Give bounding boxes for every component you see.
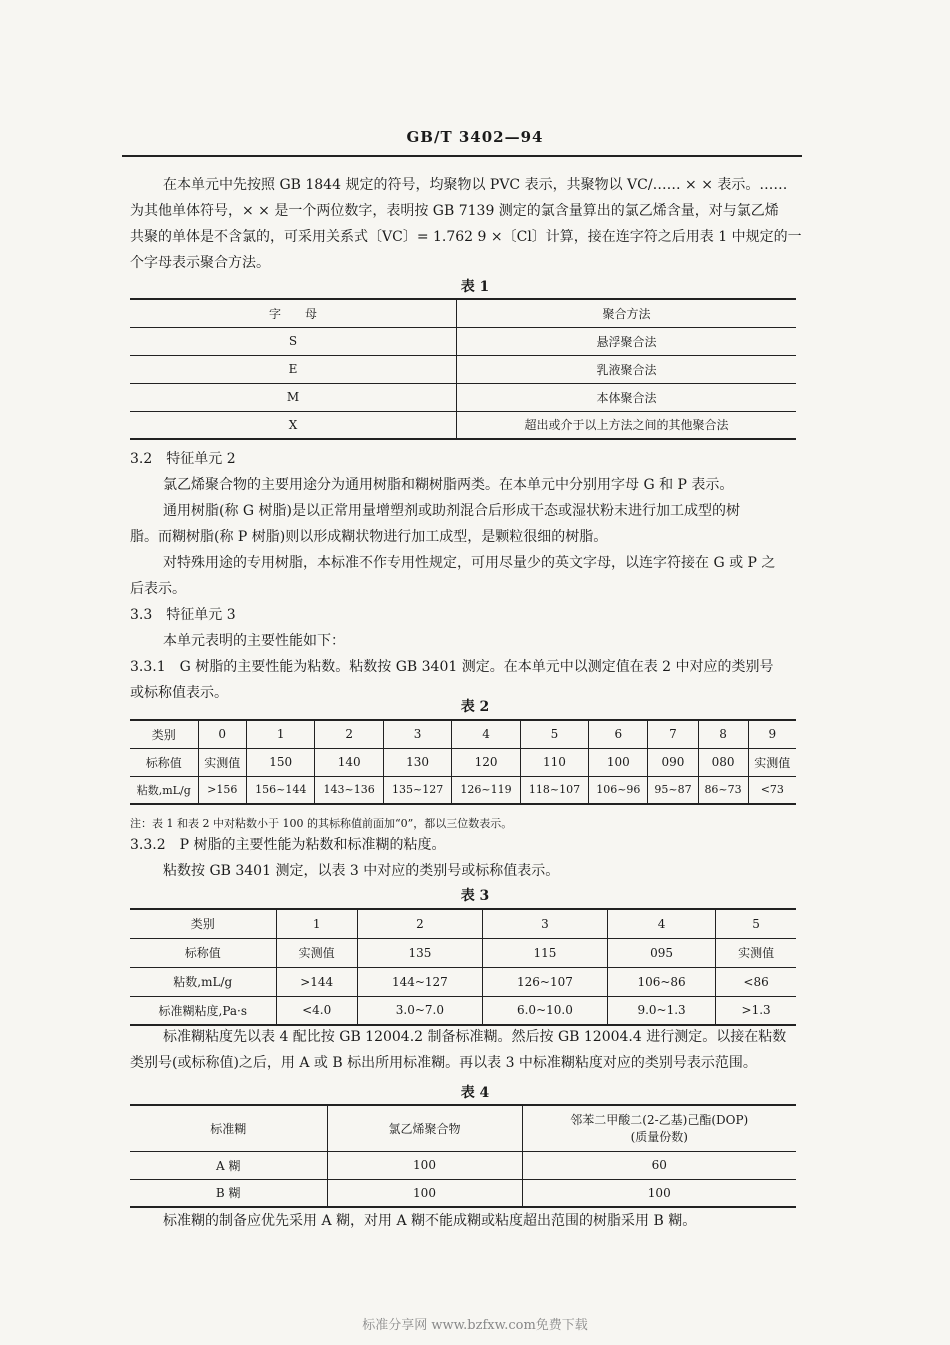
table-cell: 实测值 (748, 748, 796, 776)
paragraph-line: 本单元表明的主要性能如下： (163, 633, 345, 649)
paragraph-line: 或标称值表示。 (130, 685, 228, 701)
intro-paragraph (130, 172, 802, 276)
table-row (130, 720, 796, 748)
table3-explanation (130, 1024, 802, 1076)
table2-caption: 表 2 (460, 699, 490, 715)
table-cell: 5 (716, 909, 796, 938)
table-cell: X (130, 411, 457, 439)
intro-line: 个字母表示聚合方法。 (130, 255, 270, 271)
table-cell: 120 (452, 748, 520, 776)
table1 (130, 298, 796, 440)
table-row (130, 383, 796, 411)
paragraph-line: 后表示。 (130, 581, 186, 597)
table-cell: 100 (589, 748, 648, 776)
table-cell: 0 (198, 720, 247, 748)
table-cell: 100 (327, 1151, 522, 1179)
paragraph-line: 对特殊用途的专用树脂，本标准不作专用性规定，可用尽量少的英文字母，以连字符接在 G 或 P 之 (163, 555, 776, 571)
table-header-cell: 标准糊 (130, 1105, 327, 1151)
section-3-2 (130, 446, 802, 706)
paragraph-line: 标准糊粘度先以表 4 配比按 GB 12004.2 制备标准糊。然后按 GB 12004.4 进行测定。以接在粘数 (163, 1029, 787, 1045)
table-row (130, 299, 796, 327)
table-cell: 100 (522, 1179, 796, 1207)
table-cell: 126~119 (452, 776, 520, 804)
table-cell: 126~107 (482, 967, 607, 996)
table-cell: 4 (607, 909, 715, 938)
table-cell: 标称值 (130, 938, 276, 967)
table-cell: 实测值 (198, 748, 247, 776)
table-row (130, 1179, 796, 1207)
watermark: 标准分享网 www.bzfxw.com免费下载 (362, 1318, 588, 1333)
table-cell: 135~127 (383, 776, 451, 804)
table-cell: 6 (589, 720, 648, 748)
table-cell: >156 (198, 776, 247, 804)
intro-line: 在本单元中先按照 GB 1844 规定的符号，均聚物以 PVC 表示，共聚物以 VC/…… × × 表示。…… (163, 177, 788, 193)
table-row (130, 748, 796, 776)
table-cell: 粘数,mL/g (130, 967, 276, 996)
table-cell: 乳液聚合法 (457, 355, 797, 383)
table-cell: 实测值 (716, 938, 796, 967)
table-cell: 9 (748, 720, 796, 748)
table-cell: 60 (522, 1151, 796, 1179)
table-row (130, 1151, 796, 1179)
table-cell: 3 (383, 720, 451, 748)
table-cell: 106~96 (589, 776, 648, 804)
table-cell: 86~73 (698, 776, 748, 804)
table-row (130, 355, 796, 383)
table-row (130, 996, 796, 1025)
table-cell: 本体聚合法 (457, 383, 797, 411)
table-cell: E (130, 355, 457, 383)
table-cell: 类别 (130, 909, 276, 938)
section-3-3-2 (130, 832, 802, 884)
table-row (130, 411, 796, 439)
paragraph-line: 氯乙烯聚合物的主要用途分为通用树脂和糊树脂两类。在本单元中分别用字母 G 和 P 表示。 (163, 477, 734, 493)
section-title: 3.3.2 P 树脂的主要性能为粘数和标准糊的粘度。 (130, 837, 446, 853)
paragraph-line: 通用树脂(称 G 树脂)是以正常用量增塑剂或助剂混合后形成干态或湿状粉末进行加工成型的树 (163, 503, 741, 519)
table-cell: 118~107 (520, 776, 588, 804)
table-row (130, 967, 796, 996)
table-header-cell: 氯乙烯聚合物 (327, 1105, 522, 1151)
document-header: GB/T 3402—94 (406, 128, 544, 146)
table4-caption: 表 4 (460, 1085, 490, 1101)
table-cell: <86 (716, 967, 796, 996)
table-cell: 100 (327, 1179, 522, 1207)
intro-line: 共聚的单体是不含氯的，可采用关系式〔VC〕= 1.762 9 ×〔Cl〕计算，接在连字符之后用表 1 中规定的一 (130, 229, 802, 245)
table-row (130, 938, 796, 967)
table-header-cell: 聚合方法 (457, 299, 797, 327)
section-title: 3.2 特征单元 2 (130, 451, 236, 467)
table-cell: 6.0~10.0 (482, 996, 607, 1025)
table1-caption: 表 1 (460, 279, 490, 295)
table-cell: 3 (482, 909, 607, 938)
table-cell: 1 (247, 720, 315, 748)
table3-caption: 表 3 (460, 888, 490, 904)
table-cell: 080 (698, 748, 748, 776)
table-cell: 7 (648, 720, 698, 748)
table-cell: M (130, 383, 457, 411)
paragraph-line: 粘数按 GB 3401 测定，以表 3 中对应的类别号或标称值表示。 (163, 863, 560, 879)
table-cell: A 糊 (130, 1151, 327, 1179)
paragraph-line: 类别号(或标称值)之后，用 A 或 B 标出所用标准糊。再以表 3 中标准糊粘度对应的类别号表示范围。 (130, 1055, 757, 1071)
table2 (130, 719, 796, 805)
table-header-cell (522, 1105, 796, 1151)
table-cell: 095 (607, 938, 715, 967)
table-row (130, 1105, 796, 1151)
header-line: 邻苯二甲酸二(2-乙基)己酯(DOP) (570, 1113, 749, 1128)
table-cell: B 糊 (130, 1179, 327, 1207)
final-paragraph (130, 1208, 802, 1234)
table-cell: 1 (276, 909, 357, 938)
table-row (130, 909, 796, 938)
table-cell: 3.0~7.0 (357, 996, 482, 1025)
table-cell: 2 (357, 909, 482, 938)
table-cell: 8 (698, 720, 748, 748)
table-cell: 类别 (130, 720, 198, 748)
table-cell: 110 (520, 748, 588, 776)
paragraph-line: 3.3.1 G 树脂的主要性能为粘数。粘数按 GB 3401 测定。在本单元中以测定值在表 2 中对应的类别号 (130, 659, 774, 675)
table-cell: 156~144 (247, 776, 315, 804)
header-rule (122, 155, 802, 157)
table4 (130, 1104, 796, 1208)
table-cell: <4.0 (276, 996, 357, 1025)
table-cell: 144~127 (357, 967, 482, 996)
table-cell: 4 (452, 720, 520, 748)
table-cell: 090 (648, 748, 698, 776)
table-cell: >144 (276, 967, 357, 996)
table-cell: 9.0~1.3 (607, 996, 715, 1025)
table-cell: S (130, 327, 457, 355)
table-cell: 悬浮聚合法 (457, 327, 797, 355)
table-cell: 135 (357, 938, 482, 967)
table-cell: 5 (520, 720, 588, 748)
table-header-cell: 字 母 (130, 299, 457, 327)
table-cell: 130 (383, 748, 451, 776)
table-cell: 实测值 (276, 938, 357, 967)
table-cell: <73 (748, 776, 796, 804)
table-cell: 115 (482, 938, 607, 967)
table-row (130, 776, 796, 804)
table-cell: 150 (247, 748, 315, 776)
header-line: (质量份数) (630, 1130, 688, 1145)
table-cell: 超出或介于以上方法之间的其他聚合法 (457, 411, 797, 439)
intro-line: 为其他单体符号，× × 是一个两位数字，表明按 GB 7139 测定的氯含量算出的氯乙烯含量，对与氯乙烯 (130, 203, 779, 219)
table-cell: >1.3 (716, 996, 796, 1025)
table-cell: 143~136 (315, 776, 383, 804)
table-row (130, 327, 796, 355)
table3 (130, 908, 796, 1026)
table-cell: 标称值 (130, 748, 198, 776)
table-cell: 95~87 (648, 776, 698, 804)
table-cell: 106~86 (607, 967, 715, 996)
paragraph-line: 脂。而糊树脂(称 P 树脂)则以形成糊状物进行加工成型，是颗粒很细的树脂。 (130, 529, 608, 545)
table-note: 注：表 1 和表 2 中对粘数小于 100 的其标称值前面加“0”，都以三位数表示。 (130, 817, 513, 830)
section-title: 3.3 特征单元 3 (130, 607, 236, 623)
table-cell: 粘数,mL/g (130, 776, 198, 804)
table-cell: 标准糊粘度,Pa·s (130, 996, 276, 1025)
table-cell: 140 (315, 748, 383, 776)
table-cell: 2 (315, 720, 383, 748)
paragraph-line: 标准糊的制备应优先采用 A 糊，对用 A 糊不能成糊或粘度超出范围的树脂采用 B 糊。 (163, 1213, 697, 1229)
